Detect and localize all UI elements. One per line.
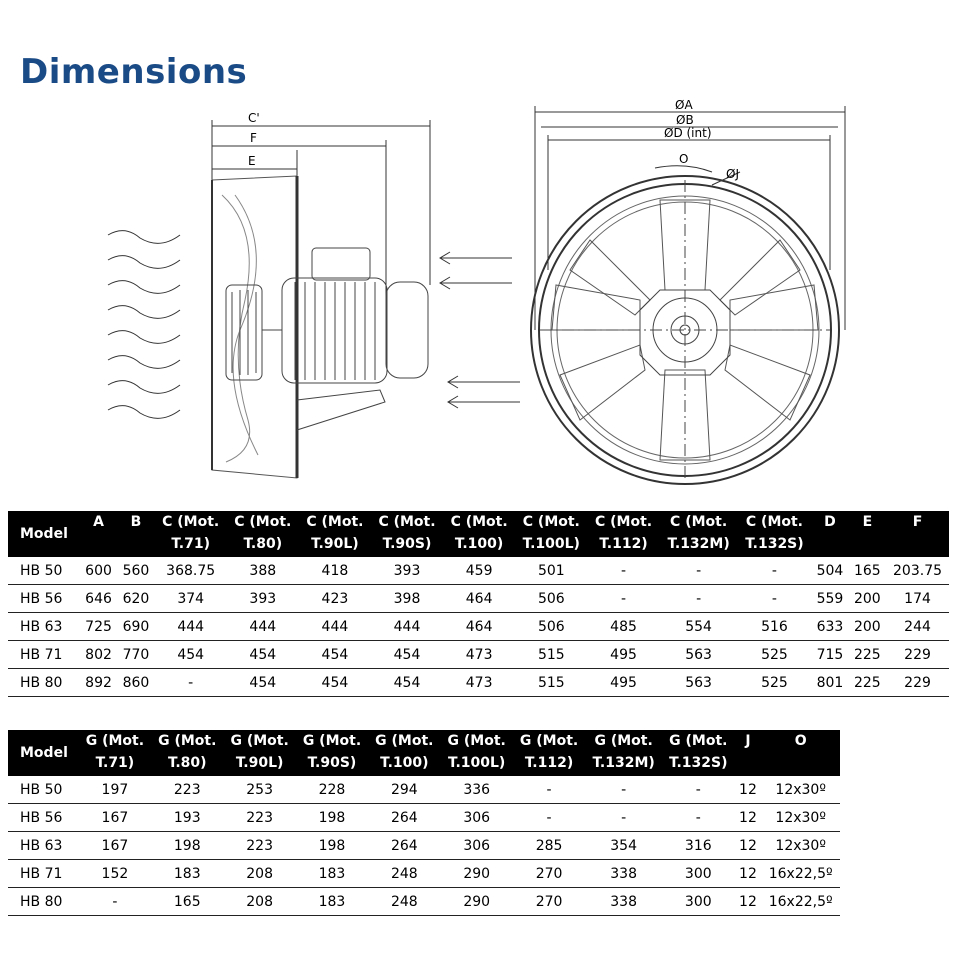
value-cell: 770 — [117, 641, 154, 669]
value-cell: 248 — [368, 888, 440, 916]
column-header-line1: B — [130, 514, 142, 530]
column-header — [296, 730, 368, 776]
value-cell: 208 — [223, 860, 295, 888]
value-cell: 316 — [662, 832, 735, 860]
column-header — [761, 730, 840, 776]
column-header — [585, 730, 662, 776]
value-cell: 229 — [886, 641, 949, 669]
value-cell: 600 — [80, 557, 117, 585]
value-cell: - — [660, 585, 738, 613]
column-header-line2: T.90S) — [382, 536, 432, 552]
value-cell: 198 — [151, 832, 223, 860]
value-cell: 306 — [441, 832, 513, 860]
column-header-line2: T.90S) — [307, 755, 357, 771]
value-cell: 300 — [662, 888, 735, 916]
label-phi-b: ØB — [676, 113, 694, 127]
side-casing — [212, 176, 297, 478]
model-cell: HB 71 — [8, 860, 79, 888]
value-cell: 183 — [151, 860, 223, 888]
value-cell: 418 — [299, 557, 371, 585]
value-cell: 559 — [811, 585, 848, 613]
column-header-line1: C (Mot. — [378, 514, 436, 530]
value-cell: 165 — [849, 557, 886, 585]
value-cell: 244 — [886, 613, 949, 641]
value-cell: 525 — [738, 641, 812, 669]
column-header-line1: G (Mot. — [519, 733, 579, 749]
column-header-line1: Model — [20, 745, 68, 761]
value-cell: 525 — [738, 669, 812, 697]
value-cell: 152 — [79, 860, 151, 888]
value-cell: 495 — [587, 669, 659, 697]
column-header — [79, 730, 151, 776]
column-header-line2: T.80) — [243, 536, 283, 552]
column-header-line1: J — [745, 733, 751, 749]
value-cell: 715 — [811, 641, 848, 669]
value-cell: - — [513, 776, 585, 804]
label-f: F — [250, 131, 257, 145]
column-header-line2: T.90L) — [235, 755, 284, 771]
value-cell: 12 — [735, 888, 762, 916]
model-cell: HB 80 — [8, 888, 79, 916]
column-header-line2: T.132S) — [669, 755, 728, 771]
model-cell: HB 50 — [8, 776, 79, 804]
column-header — [443, 511, 515, 557]
table-row — [8, 641, 949, 669]
value-cell: 454 — [227, 641, 299, 669]
value-cell: 338 — [585, 888, 662, 916]
value-cell: 197 — [79, 776, 151, 804]
value-cell: 253 — [223, 776, 295, 804]
column-header-line2: T.71) — [171, 536, 210, 552]
column-header-line1: G (Mot. — [669, 733, 728, 749]
column-header-line2: T.100L) — [522, 536, 580, 552]
table-row — [8, 776, 840, 804]
value-cell: 444 — [155, 613, 227, 641]
column-header — [738, 511, 812, 557]
column-header-line1: G (Mot. — [447, 733, 506, 749]
value-cell: 336 — [441, 776, 513, 804]
value-cell: 12 — [735, 860, 762, 888]
value-cell: - — [660, 557, 738, 585]
label-o: O — [679, 152, 689, 166]
column-header — [515, 511, 587, 557]
label-e: E — [248, 154, 256, 168]
side-motor — [282, 248, 428, 430]
page-title: Dimensions — [20, 52, 248, 92]
value-cell: 223 — [151, 776, 223, 804]
table-row — [8, 804, 840, 832]
value-cell: 300 — [662, 860, 735, 888]
column-header — [155, 511, 227, 557]
model-cell: HB 63 — [8, 613, 80, 641]
column-header-line1: Model — [20, 526, 68, 542]
column-header-line1: C (Mot. — [522, 514, 580, 530]
value-cell: 338 — [585, 860, 662, 888]
value-cell: 454 — [227, 669, 299, 697]
label-phi-d: ØD (int) — [664, 126, 712, 140]
column-header-line1: C (Mot. — [594, 514, 653, 530]
label-phi-a: ØA — [675, 98, 693, 112]
value-cell: - — [738, 585, 812, 613]
value-cell: 516 — [738, 613, 812, 641]
column-header-line2: T.112) — [599, 536, 648, 552]
column-header-line2: T.112) — [524, 755, 574, 771]
column-header-line1: G (Mot. — [594, 733, 653, 749]
value-cell: 290 — [441, 888, 513, 916]
value-cell: 454 — [299, 641, 371, 669]
value-cell: 423 — [299, 585, 371, 613]
value-cell: - — [513, 804, 585, 832]
value-cell: 165 — [151, 888, 223, 916]
value-cell: 398 — [371, 585, 443, 613]
value-cell: 515 — [515, 641, 587, 669]
column-header-line2: T.132S) — [745, 536, 804, 552]
column-header — [223, 730, 295, 776]
fan-technical-drawing — [0, 95, 960, 495]
column-header — [811, 511, 848, 557]
column-header — [117, 511, 154, 557]
value-cell: 12 — [735, 804, 762, 832]
value-cell: - — [155, 669, 227, 697]
value-cell: 454 — [371, 669, 443, 697]
value-cell: - — [662, 804, 735, 832]
value-cell: 860 — [117, 669, 154, 697]
column-header — [227, 511, 299, 557]
value-cell: 208 — [223, 888, 295, 916]
value-cell: 459 — [443, 557, 515, 585]
value-cell: 306 — [441, 804, 513, 832]
column-header — [587, 511, 659, 557]
value-cell: - — [587, 585, 659, 613]
table-row — [8, 888, 840, 916]
value-cell: 294 — [368, 776, 440, 804]
model-cell: HB 80 — [8, 669, 80, 697]
value-cell: 444 — [227, 613, 299, 641]
value-cell: 12 — [735, 832, 762, 860]
column-header-line1: G (Mot. — [375, 733, 434, 749]
value-cell: 228 — [296, 776, 368, 804]
value-cell: 229 — [886, 669, 949, 697]
table-row — [8, 585, 949, 613]
value-cell: 506 — [515, 613, 587, 641]
column-header — [151, 730, 223, 776]
column-header-line1: F — [912, 514, 923, 530]
table-row — [8, 557, 949, 585]
column-header-line1: G (Mot. — [230, 733, 289, 749]
column-header — [299, 511, 371, 557]
value-cell: - — [662, 776, 735, 804]
value-cell: 388 — [227, 557, 299, 585]
column-header-line1: C (Mot. — [745, 514, 803, 530]
table-header-row — [8, 730, 840, 776]
g-dimensions-table — [8, 730, 840, 916]
value-cell: 225 — [849, 669, 886, 697]
column-header-line1: G (Mot. — [158, 733, 217, 749]
value-cell: - — [738, 557, 812, 585]
value-cell: 12 — [735, 776, 762, 804]
value-cell: 554 — [660, 613, 738, 641]
value-cell: - — [585, 776, 662, 804]
column-header-line1: A — [93, 514, 104, 530]
table-row — [8, 860, 840, 888]
value-cell: 167 — [79, 832, 151, 860]
value-cell: 802 — [80, 641, 117, 669]
column-header — [513, 730, 585, 776]
column-header-line1: C (Mot. — [162, 514, 220, 530]
column-header-line1: G (Mot. — [85, 733, 145, 749]
value-cell: 473 — [443, 641, 515, 669]
value-cell: 198 — [296, 832, 368, 860]
value-cell: 285 — [513, 832, 585, 860]
column-header-line1: C (Mot. — [670, 514, 728, 530]
value-cell: 725 — [80, 613, 117, 641]
value-cell: - — [79, 888, 151, 916]
table-row — [8, 669, 949, 697]
column-header-line2: T.100L) — [448, 755, 506, 771]
value-cell: 264 — [368, 804, 440, 832]
column-header — [80, 511, 117, 557]
table-row — [8, 832, 840, 860]
value-cell: 183 — [296, 888, 368, 916]
column-header-line2: T.71) — [95, 755, 135, 771]
value-cell: 368.75 — [155, 557, 227, 585]
value-cell: 690 — [117, 613, 154, 641]
airflow-arrows — [440, 252, 520, 408]
column-header — [441, 730, 513, 776]
value-cell: 393 — [227, 585, 299, 613]
value-cell: 16x22,5º — [761, 860, 840, 888]
value-cell: 270 — [513, 888, 585, 916]
value-cell: 444 — [371, 613, 443, 641]
column-header-line1: C (Mot. — [306, 514, 364, 530]
side-impeller — [226, 285, 282, 380]
value-cell: 12x30º — [761, 804, 840, 832]
value-cell: 464 — [443, 613, 515, 641]
value-cell: 270 — [513, 860, 585, 888]
value-cell: 506 — [515, 585, 587, 613]
value-cell: 504 — [811, 557, 848, 585]
value-cell: 193 — [151, 804, 223, 832]
column-header — [886, 511, 949, 557]
value-cell: 203.75 — [886, 557, 949, 585]
value-cell: 200 — [849, 585, 886, 613]
value-cell: 560 — [117, 557, 154, 585]
value-cell: 454 — [299, 669, 371, 697]
label-phi-j: ØJ — [726, 167, 739, 181]
airflow-waves — [108, 231, 180, 419]
value-cell: 633 — [811, 613, 848, 641]
value-cell: 167 — [79, 804, 151, 832]
value-cell: 501 — [515, 557, 587, 585]
model-cell: HB 50 — [8, 557, 80, 585]
value-cell: 620 — [117, 585, 154, 613]
column-header-line1: E — [862, 514, 873, 530]
value-cell: 473 — [443, 669, 515, 697]
value-cell: 801 — [811, 669, 848, 697]
value-cell: 374 — [155, 585, 227, 613]
value-cell: 200 — [849, 613, 886, 641]
column-header — [735, 730, 762, 776]
value-cell: 12x30º — [761, 776, 840, 804]
column-header-line1: C (Mot. — [450, 514, 508, 530]
value-cell: 223 — [223, 832, 295, 860]
column-header-line1: G (Mot. — [302, 733, 362, 749]
column-header — [660, 511, 738, 557]
column-header-line2: T.132M) — [667, 536, 730, 552]
dimensions-table — [8, 511, 949, 697]
value-cell: 563 — [660, 641, 738, 669]
value-cell: - — [587, 557, 659, 585]
column-header-line1: O — [794, 733, 807, 749]
column-header — [8, 730, 79, 776]
value-cell: 183 — [296, 860, 368, 888]
value-cell: 892 — [80, 669, 117, 697]
value-cell: 12x30º — [761, 832, 840, 860]
column-header-line1: C (Mot. — [234, 514, 292, 530]
value-cell: 264 — [368, 832, 440, 860]
value-cell: 354 — [585, 832, 662, 860]
value-cell: - — [585, 804, 662, 832]
value-cell: 198 — [296, 804, 368, 832]
value-cell: 563 — [660, 669, 738, 697]
value-cell: 454 — [371, 641, 443, 669]
value-cell: 393 — [371, 557, 443, 585]
value-cell: 464 — [443, 585, 515, 613]
value-cell: 485 — [587, 613, 659, 641]
model-cell: HB 71 — [8, 641, 80, 669]
value-cell: 16x22,5º — [761, 888, 840, 916]
column-header-line2: T.132M) — [592, 755, 655, 771]
label-c-prime: C' — [248, 111, 260, 125]
column-header-line1: D — [824, 514, 836, 530]
value-cell: 223 — [223, 804, 295, 832]
model-cell: HB 56 — [8, 585, 80, 613]
value-cell: 290 — [441, 860, 513, 888]
value-cell: 174 — [886, 585, 949, 613]
column-header-line2: T.100) — [380, 755, 429, 771]
table-row — [8, 613, 949, 641]
value-cell: 248 — [368, 860, 440, 888]
value-cell: 444 — [299, 613, 371, 641]
column-header — [8, 511, 80, 557]
column-header — [371, 511, 443, 557]
value-cell: 454 — [155, 641, 227, 669]
column-header — [662, 730, 735, 776]
value-cell: 515 — [515, 669, 587, 697]
column-header — [849, 511, 886, 557]
column-header-line2: T.90L) — [311, 536, 359, 552]
column-header-line2: T.80) — [167, 755, 207, 771]
value-cell: 495 — [587, 641, 659, 669]
value-cell: 225 — [849, 641, 886, 669]
model-cell: HB 63 — [8, 832, 79, 860]
column-header-line2: T.100) — [454, 536, 504, 552]
column-header — [368, 730, 440, 776]
value-cell: 646 — [80, 585, 117, 613]
model-cell: HB 56 — [8, 804, 79, 832]
table-header-row — [8, 511, 949, 557]
